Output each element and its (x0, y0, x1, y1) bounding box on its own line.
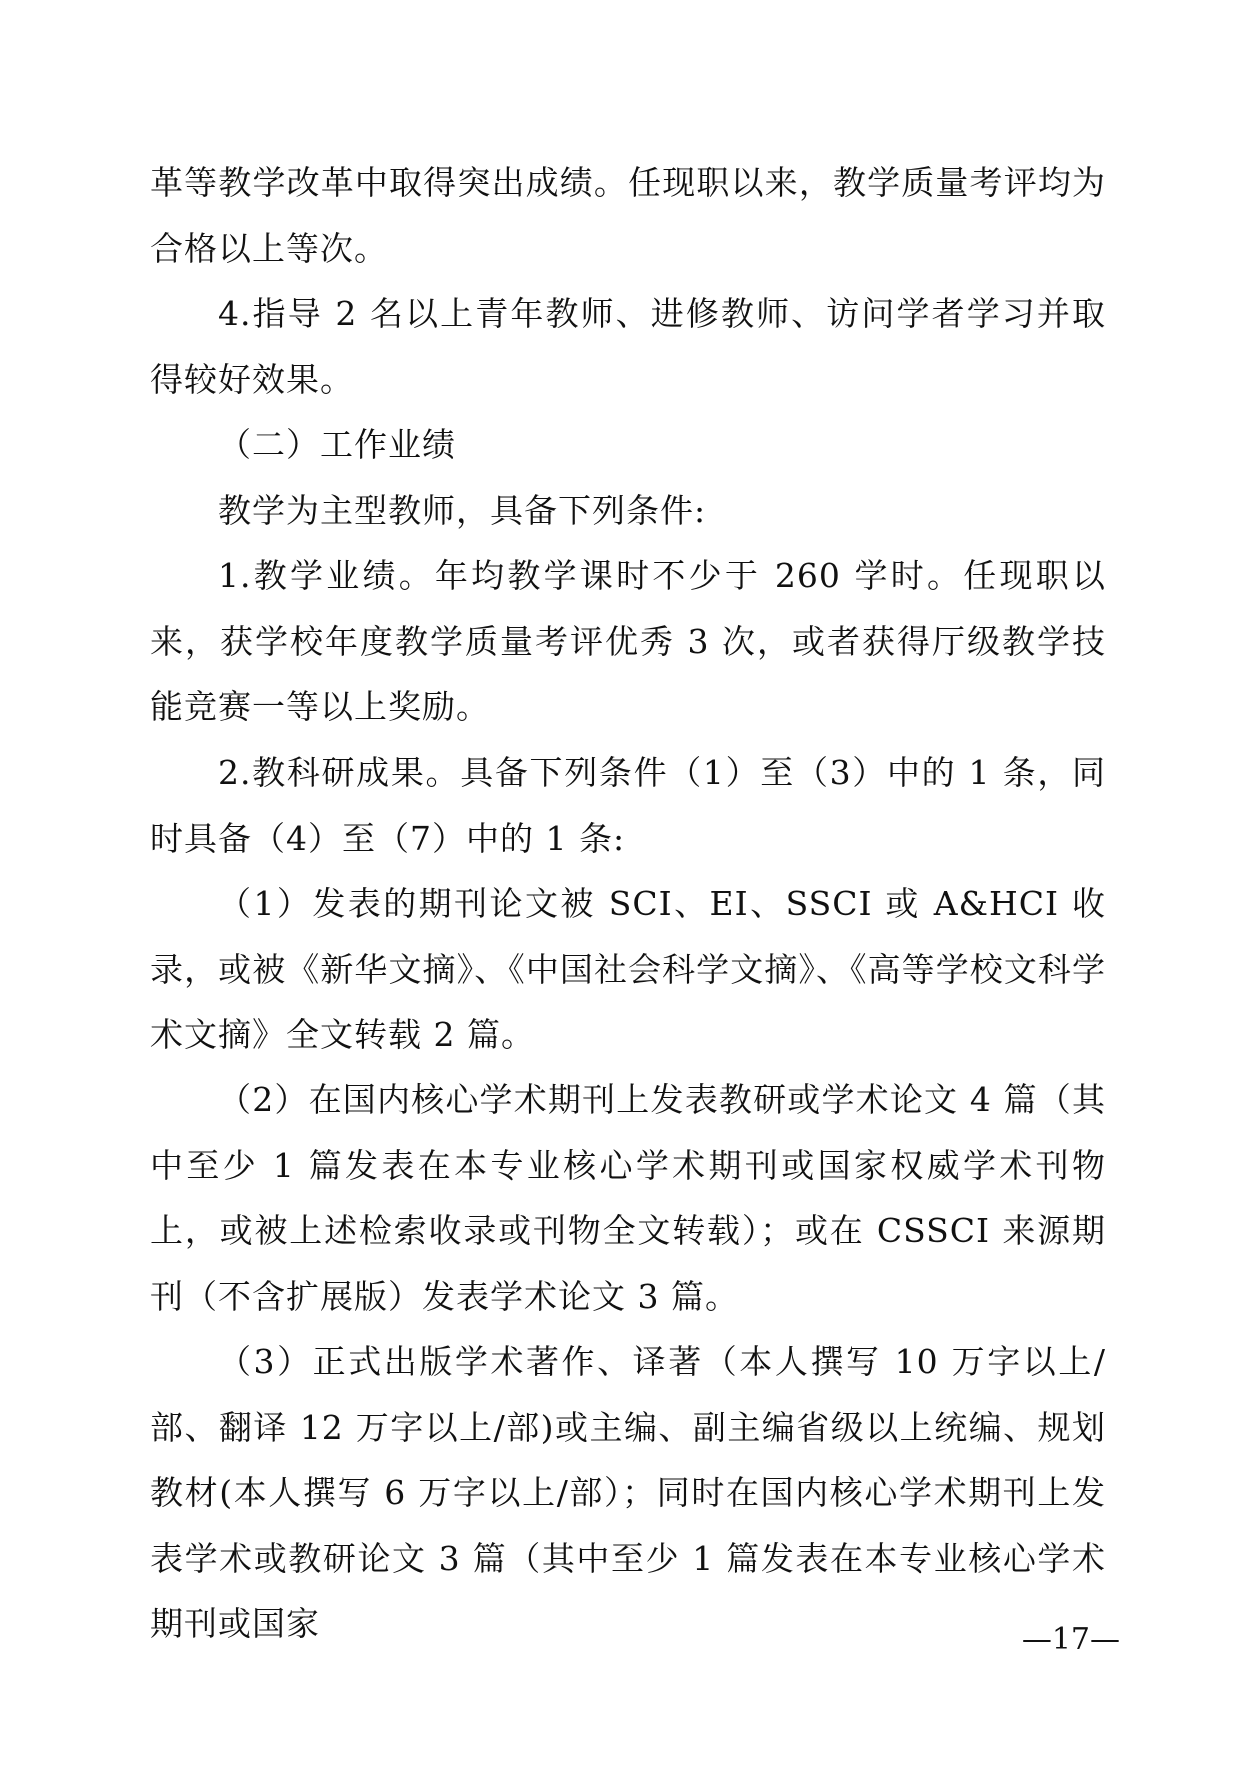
page-number: —17— (1021, 1622, 1120, 1657)
paragraph-item-4: 4.指导 2 名以上青年教师、进修教师、访问学者学习并取得较好效果。 (150, 294, 1106, 399)
paragraph-condition-1: （1）发表的期刊论文被 SCI、EI、SSCI 或 A&HCI 收录，或被《新华文摘》、《中国社会科学文摘》、《高等学校文科学术文摘》全文转载 2 篇。 (150, 884, 1106, 1054)
paragraph-teaching-performance: 1.教学业绩。年均教学课时不少于 260 学时。任现职以来，获学校年度教学质量考评优秀 3 次，或者获得厅级教学技能竞赛一等以上奖励。 (150, 556, 1106, 726)
paragraph-research-achievements: 2.教科研成果。具备下列条件（1）至（3）中的 1 条，同时具备（4）至（7）中的 1 条: (150, 753, 1106, 858)
section-heading-work-performance: （二）工作业绩 (218, 425, 456, 464)
paragraph-teaching-type-intro: 教学为主型教师，具备下列条件: (218, 491, 707, 530)
paragraph-continuation: 革等教学改革中取得突出成绩。任现职以来，教学质量考评均为合格以上等次。 (150, 163, 1106, 268)
paragraph-condition-2: （2）在国内核心学术期刊上发表教研或学术论文 4 篇（其中至少 1 篇发表在本专业核心学术期刊或国家权威学术刊物上，或被上述检索收录或刊物全文转载）；或在 CSSCI 来源期刊（不含扩展版）发表学术论文 3 篇。 (150, 1080, 1106, 1316)
paragraph-condition-3: （3）正式出版学术著作、译著（本人撰写 10 万字以上/部、翻译 12 万字以上/部)或主编、副主编省级以上统编、规划教材(本人撰写 6 万字以上/部）；同时在国内核心学术期刊上发表学术或教研论文 3 篇（其中至少 1 篇发表在本专业核心学术期刊或国家 (150, 1342, 1106, 1643)
